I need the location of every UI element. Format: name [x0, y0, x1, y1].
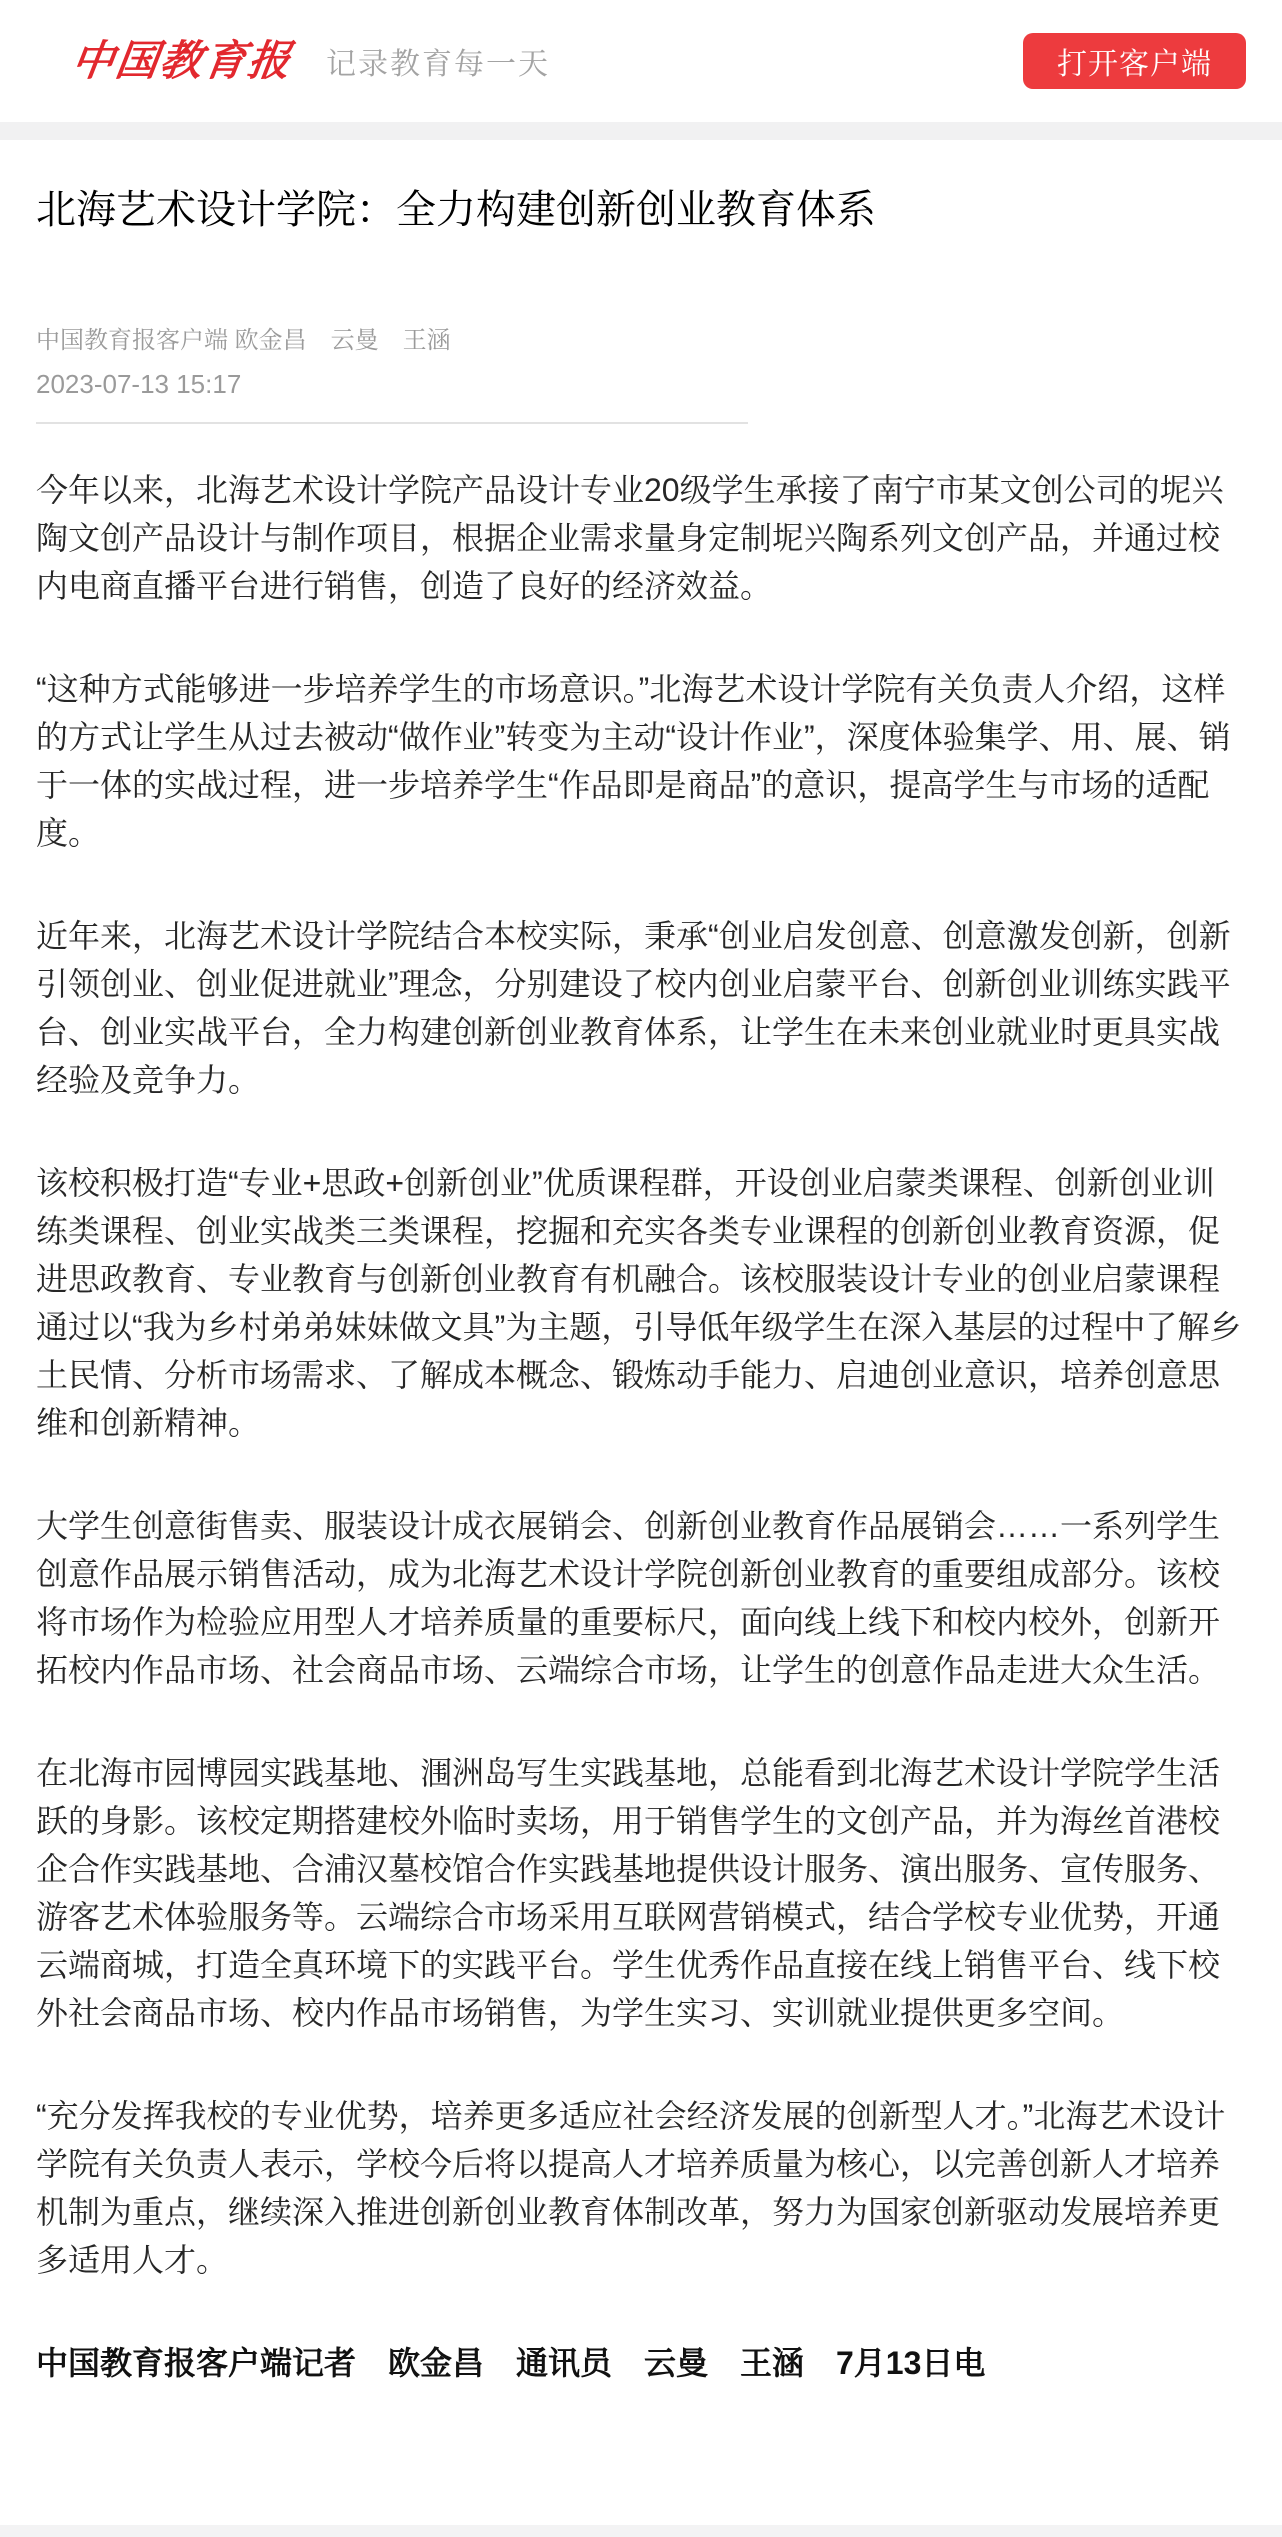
page-bottom-strip	[0, 2525, 1282, 2537]
china-education-daily-logo[interactable]: 中国教育报	[68, 36, 296, 85]
article-footer-byline: 中国教育报客户端记者 欧金昌 通讯员 云曼 王涵 7月13日电	[36, 2345, 986, 2381]
article-container	[0, 140, 1282, 2447]
header-divider-strip	[0, 122, 1282, 140]
article-paragraph: 在北海市园博园实践基地、涠洲岛写生实践基地，总能看到北海艺术设计学院学生活跃的身影。该校定期搭建校外临时卖场，用于销售学生的文创产品，并为海丝首港校企合作实践基地、合浦汉墓校馆合作实践基地提供设计服务、演出服务、宣传服务、游客艺术体验服务等。云端综合市场采用互联网营销模式，结合学校专业优势，开通云端商城，打造全真环境下的实践平台。学生优秀作品直接在线上销售平台、线下校外社会商品市场、校内作品市场销售，为学生实习、实训就业提供更多空间。	[36, 1755, 1221, 2031]
header-tagline: 记录教育每一天	[326, 48, 551, 81]
article-title: 北海艺术设计学院：全力构建创新创业教育体系	[36, 188, 876, 232]
article-paragraph: 大学生创意街售卖、服装设计成衣展销会、创新创业教育作品展销会……一系列学生创意作品展示销售活动，成为北海艺术设计学院创新创业教育的重要组成部分。该校将市场作为检验应用型人才培养质量的重要标尺，面向线上线下和校内校外，创新开拓校内作品市场、社会商品市场、云端综合市场，让学生的创意作品走进大众生活。	[36, 1508, 1221, 1688]
byline-divider-line	[36, 422, 748, 424]
article-paragraph: 该校积极打造“专业+思政+创新创业”优质课程群，开设创业启蒙类课程、创新创业训练类课程、创业实战类三类课程，挖掘和充实各类专业课程的创新创业教育资源，促进思政教育、专业教育与创新创业教育有机融合。该校服装设计专业的创业启蒙课程通过以“我为乡村弟弟妹妹做文具”为主题，引导低年级学生在深入基层的过程中了解乡土民情、分析市场需求、了解成本概念、锻炼动手能力、启迪创业意识，培养创意思维和创新精神。	[36, 1165, 1242, 1441]
article-paragraph: 近年来，北海艺术设计学院结合本校实际，秉承“创业启发创意、创意激发创新，创新引领创业、创业促进就业”理念，分别建设了校内创业启蒙平台、创新创业训练实践平台、创业实战平台，全力构建创新创业教育体系，让学生在未来创业就业时更具实战经验及竞争力。	[36, 918, 1231, 1098]
article-body	[36, 466, 1246, 2284]
page-header	[0, 0, 1282, 122]
open-client-button[interactable]: 打开客户端	[1023, 33, 1246, 89]
article-date: 2023-07-13 15:17	[36, 369, 242, 399]
article-paragraph: “充分发挥我校的专业优势，培养更多适应社会经济发展的创新型人才。”北海艺术设计学院有关负责人表示，学校今后将以提高人才培养质量为核心，以完善创新人才培养机制为重点，继续深入推进创新创业教育体制改革，努力为国家创新驱动发展培养更多适用人才。	[36, 2098, 1226, 2278]
article-byline: 中国教育报客户端 欧金昌 云曼 王涵	[36, 327, 451, 354]
article-paragraph: “这种方式能够进一步培养学生的市场意识。”北海艺术设计学院有关负责人介绍，这样的方式让学生从过去被动“做作业”转变为主动“设计作业”，深度体验集学、用、展、销于一体的实战过程，进一步培养学生“作品即是商品”的意识，提高学生与市场的适配度。	[36, 671, 1231, 851]
article-paragraph: 今年以来，北海艺术设计学院产品设计专业20级学生承接了南宁市某文创公司的坭兴陶文创产品设计与制作项目，根据企业需求量身定制坭兴陶系列文创产品，并通过校内电商直播平台进行销售，创造了良好的经济效益。	[36, 472, 1224, 604]
